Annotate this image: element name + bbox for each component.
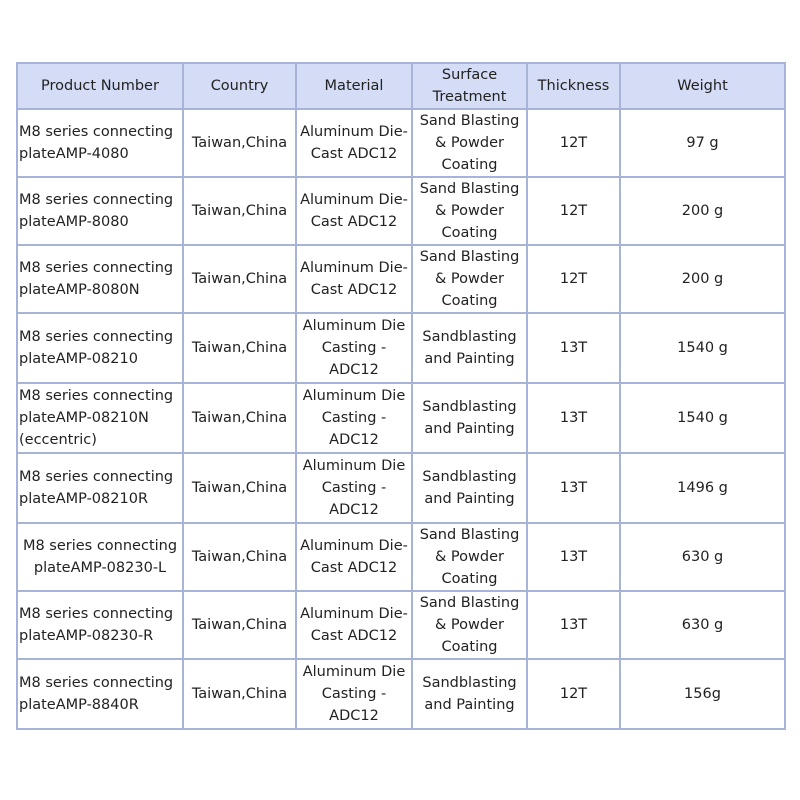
cell-material: Aluminum Die Casting - ADC12 (296, 453, 412, 523)
cell-thickness: 12T (527, 177, 620, 245)
cell-surface: Sand Blasting & Powder Coating (412, 591, 527, 659)
cell-product: M8 series connecting plateAMP-8840R (17, 659, 183, 729)
cell-surface: Sandblasting and Painting (412, 453, 527, 523)
table-row (17, 245, 785, 313)
cell-weight: 200 g (620, 177, 785, 245)
cell-weight: 156g (620, 659, 785, 729)
cell-country: Taiwan,China (183, 453, 296, 523)
cell-country: Taiwan,China (183, 245, 296, 313)
cell-thickness: 13T (527, 523, 620, 591)
cell-material: Aluminum Die-Cast ADC12 (296, 591, 412, 659)
cell-country: Taiwan,China (183, 523, 296, 591)
header-surface-treatment: Surface Treatment (412, 63, 527, 109)
cell-country: Taiwan,China (183, 383, 296, 453)
cell-weight: 1540 g (620, 383, 785, 453)
cell-country: Taiwan,China (183, 591, 296, 659)
cell-material: Aluminum Die-Cast ADC12 (296, 245, 412, 313)
header-weight: Weight (620, 63, 785, 109)
cell-weight: 1496 g (620, 453, 785, 523)
cell-weight: 1540 g (620, 313, 785, 383)
table-row (17, 591, 785, 659)
cell-product: M8 series connecting plateAMP-8080N (17, 245, 183, 313)
cell-surface: Sandblasting and Painting (412, 383, 527, 453)
cell-weight: 630 g (620, 591, 785, 659)
table-header-row (17, 63, 785, 109)
cell-material: Aluminum Die-Cast ADC12 (296, 523, 412, 591)
cell-country: Taiwan,China (183, 659, 296, 729)
product-spec-table (16, 62, 786, 730)
cell-material: Aluminum Die Casting - ADC12 (296, 659, 412, 729)
cell-weight: 630 g (620, 523, 785, 591)
cell-country: Taiwan,China (183, 109, 296, 177)
cell-thickness: 12T (527, 109, 620, 177)
cell-surface: Sandblasting and Painting (412, 659, 527, 729)
cell-weight: 97 g (620, 109, 785, 177)
cell-material: Aluminum Die-Cast ADC12 (296, 177, 412, 245)
cell-material: Aluminum Die Casting - ADC12 (296, 313, 412, 383)
cell-thickness: 13T (527, 591, 620, 659)
cell-country: Taiwan,China (183, 177, 296, 245)
cell-surface: Sand Blasting & Powder Coating (412, 177, 527, 245)
cell-product: M8 series connecting plateAMP-08210N (eccentric) (17, 383, 183, 453)
cell-surface: Sandblasting and Painting (412, 313, 527, 383)
table-row (17, 109, 785, 177)
cell-material: Aluminum Die-Cast ADC12 (296, 109, 412, 177)
cell-thickness: 12T (527, 245, 620, 313)
cell-material: Aluminum Die Casting - ADC12 (296, 383, 412, 453)
table-row (17, 453, 785, 523)
header-material: Material (296, 63, 412, 109)
cell-product: M8 series connecting plateAMP-08210R (17, 453, 183, 523)
table-row (17, 313, 785, 383)
cell-surface: Sand Blasting & Powder Coating (412, 109, 527, 177)
cell-thickness: 12T (527, 659, 620, 729)
table-row (17, 177, 785, 245)
table-row (17, 659, 785, 729)
cell-product: M8 series connecting plateAMP-4080 (17, 109, 183, 177)
cell-product: M8 series connecting plateAMP-08230-R (17, 591, 183, 659)
cell-thickness: 13T (527, 383, 620, 453)
table-row (17, 523, 785, 591)
cell-weight: 200 g (620, 245, 785, 313)
cell-thickness: 13T (527, 453, 620, 523)
header-country: Country (183, 63, 296, 109)
cell-product: M8 series connecting plateAMP-08210 (17, 313, 183, 383)
cell-surface: Sand Blasting & Powder Coating (412, 523, 527, 591)
cell-product: M8 series connecting plateAMP-08230-L (17, 523, 183, 591)
cell-country: Taiwan,China (183, 313, 296, 383)
cell-surface: Sand Blasting & Powder Coating (412, 245, 527, 313)
header-product-number: Product Number (17, 63, 183, 109)
table-row (17, 383, 785, 453)
cell-product: M8 series connecting plateAMP-8080 (17, 177, 183, 245)
cell-thickness: 13T (527, 313, 620, 383)
header-thickness: Thickness (527, 63, 620, 109)
